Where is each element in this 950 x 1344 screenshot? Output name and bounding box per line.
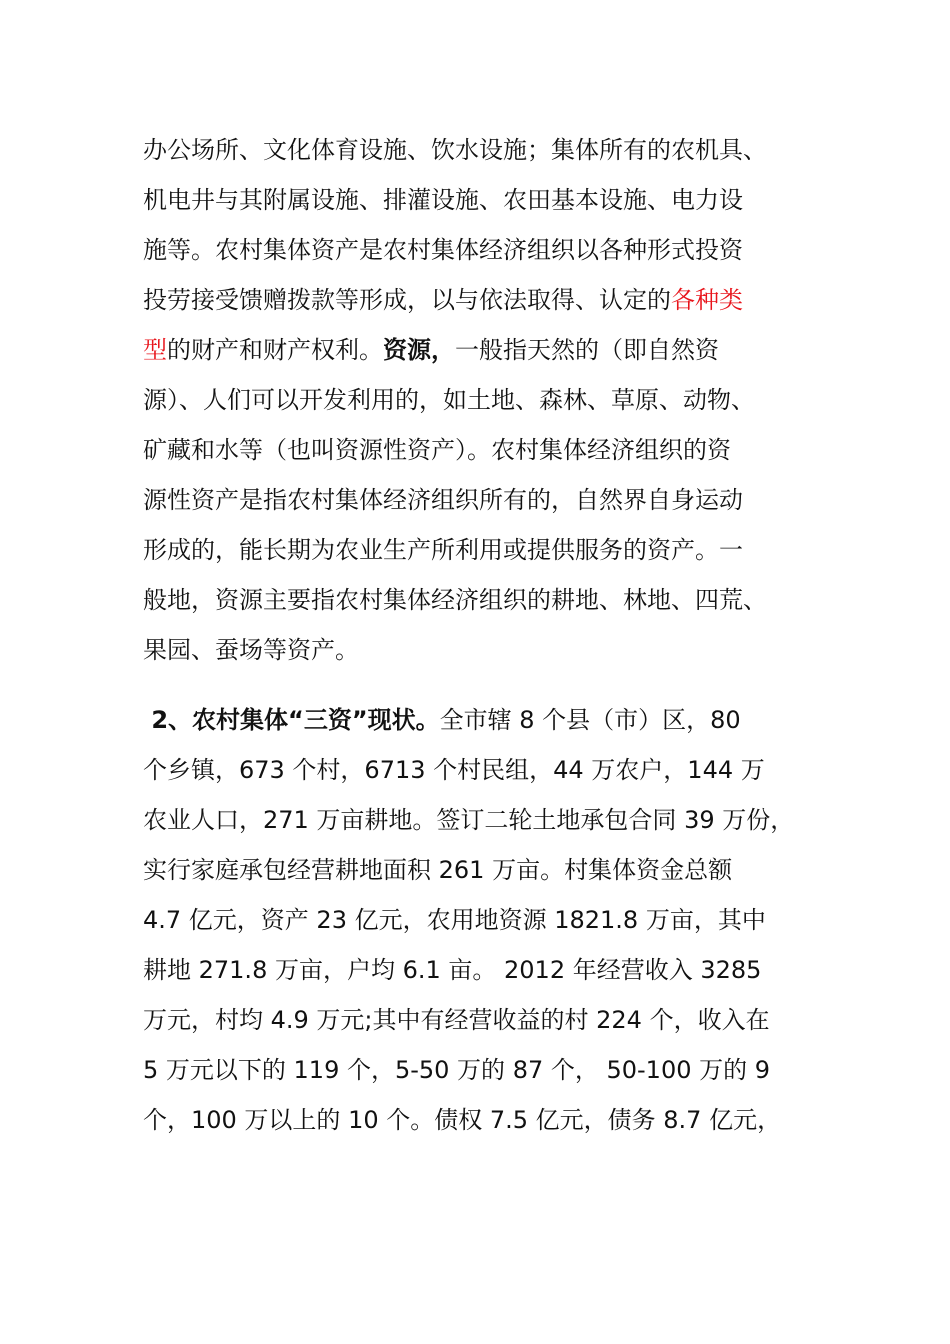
text-line: 源性资产是指农村集体经济组织所有的，自然界自身运动: [143, 486, 743, 514]
text-line: 农业人口，271 万亩耕地。签订二轮土地承包合同 39 万份，: [143, 806, 795, 834]
text-line: 个，100 万以上的 10 个。债权 7.5 亿元，债务 8.7 亿元，: [143, 1106, 782, 1134]
text-line: 5 万元以下的 119 个，5-50 万的 87 个， 50-100 万的 9: [143, 1056, 771, 1084]
text-span: 的财产和财产权利。: [167, 336, 383, 364]
text-line: 实行家庭承包经营耕地面积 261 万亩。村集体资金总额: [143, 856, 733, 884]
text-span: 投劳接受馈赠拨款等形成，以与依法取得、认定的: [143, 286, 671, 314]
text-line: 果园、蚕场等资产。: [143, 636, 359, 664]
text-line: [143, 705, 741, 735]
text-line: [143, 335, 719, 365]
text-line: [143, 285, 743, 315]
text-line: 般地，资源主要指农村集体经济组织的耕地、林地、四荒、: [143, 586, 767, 614]
text-span: 全市辖 8 个县（市）区，80: [439, 706, 741, 734]
highlighted-text: 型: [143, 336, 167, 364]
text-line: 源）、人们可以开发利用的，如土地、森林、草原、动物、: [143, 386, 755, 414]
text-line: 个乡镇，673 个村，6713 个村民组，44 万农户，144 万: [143, 756, 765, 784]
text-line: 施等。农村集体资产是农村集体经济组织以各种形式投资: [143, 236, 743, 264]
text-line: 4.7 亿元，资产 23 亿元，农用地资源 1821.8 万亩，其中: [143, 906, 766, 934]
text-line: 矿藏和水等（也叫资源性资产）。农村集体经济组织的资: [143, 436, 731, 464]
text-line: 万元，村均 4.9 万元;其中有经营收益的村 224 个，收入在: [143, 1006, 770, 1034]
text-span: 一般指天然的（即自然资: [455, 336, 719, 364]
section-heading: 2、农村集体“三资”现状。: [143, 706, 440, 734]
text-line: 机电井与其附属设施、排灌设施、农田基本设施、电力设: [143, 186, 743, 214]
bold-term: 资源，: [383, 336, 455, 364]
highlighted-text: 各种类: [671, 286, 743, 314]
text-line: 办公场所、文化体育设施、饮水设施；集体所有的农机具、: [143, 136, 767, 164]
text-line: 耕地 271.8 万亩，户均 6.1 亩。 2012 年经营收入 3285: [143, 956, 762, 984]
text-line: 形成的，能长期为农业生产所利用或提供服务的资产。一: [143, 536, 743, 564]
